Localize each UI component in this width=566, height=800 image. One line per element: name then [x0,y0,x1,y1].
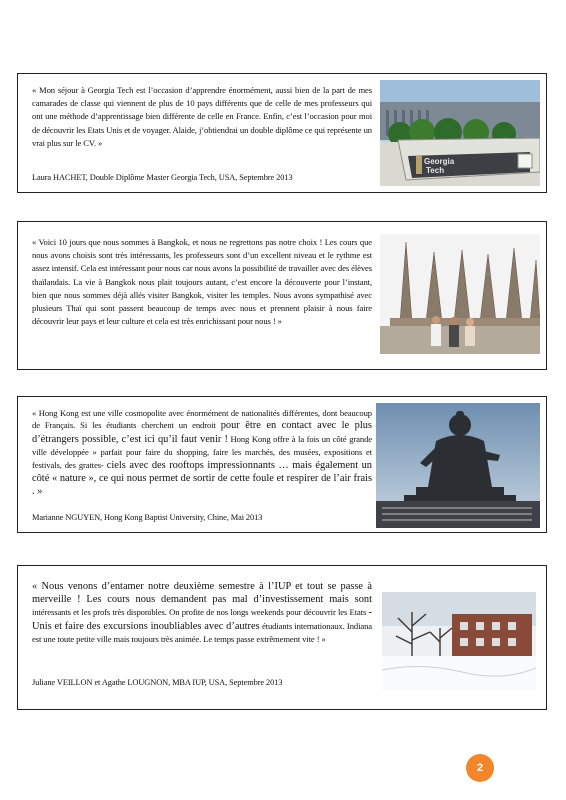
snowy-campus-photo [382,592,536,690]
testimonial-quote [32,580,372,646]
testimonial-card-2 [17,221,547,370]
svg-text:Georgia: Georgia [424,157,455,166]
testimonial-quote: « Voici 10 jours que nous sommes à Bangkok, et nous ne regrettons pas notre choix ! Les cours que nous avons choisis sont très intéressants, les professeurs sont d’un excellent niveau et le rythme est assez intensif. Cela est intéressant pour nous car nous avons la possibilité de travailler avec des élèves thaïlandais. La vie à Bangkok nous plait toujours autant, c’est encore la découverte pour l’instant, bien que nous sommes déjà allés visiter Bangkok, visiter les temples. Nous avons sympathisé avec plusieurs Thaï qui sont passent beaucoup de temps avec nous et prennent plaisir à nous faire découvrir leur pays et leur culture et cela est très enrichissant pour nous ! » [32,237,372,327]
campus-photo [380,80,540,186]
testimonial-quote [32,407,372,499]
quote-part-large: ciels avec des rooftops impressionnants … mais également un côté « nature », ce qui nous permet de sortir de cette foule et respirer de l’air frais . » [32,459,372,498]
quote-part: intéressants et les profs très disponibles. On profite de nos longs weekends pour découvrir les Etats [32,607,367,618]
testimonial-card-1 [17,73,547,193]
page-number-badge: 2 [466,754,494,782]
quote-part-large: « Nous venons d’entamer notre deuxième semestre à l’IUP et tout se passe à merveille ! Les cours nous demandent pas mal d’investissement mais sont [32,581,372,606]
quote-part: étudiants internationaux. Indiana est une toute petite ville mais toujours très animée. Le temps passe extrêmement vite ! » [32,620,373,644]
quote-part-large: -Unis et faire des excursions inoubliables avec d’autres [32,607,372,632]
testimonial-author: Laura HACHET, Double Diplôme Master Georgia Tech, USA, Septembre 2013 [32,173,293,182]
big-buddha-photo [376,403,540,528]
svg-text:Tech: Tech [426,166,445,175]
quote-part: « Hong Kong est une ville cosmopolite avec énormément de nationalités différentes, dont beaucoup de Français. Si les étudiants cherchent un endroit [32,408,372,431]
quote-part: Hong Kong offre à la fois un côté grande ville développée » parfait pour faire du shopping, faire les marchés, des musées, expositions et festivals, des grattes- [32,433,372,470]
testimonial-card-4 [17,565,547,710]
bangkok-temple-photo [380,234,540,354]
testimonial-card-3 [17,396,547,533]
testimonial-quote: « Mon séjour à Georgia Tech est l’occasion d’apprendre énormément, aussi bien de la part de mes camarades de classe qui viennent de plus de 10 pays différents que de celle de mes professeurs qui ont une méthode d’apprentissage bien différente de celle en France. Enfin, c’est l’occasion pour moi de découvrir les Etats Unis et de voyager. Alaide, j’obtiendrai un double diplôme ce qui représente un vrai plus sur le CV. » [32,85,372,148]
testimonial-author: Juliane VEILLON et Agathe LOUGNON, MBA IUP, USA, Septembre 2013 [32,678,283,687]
quote-part-large: pour être en contact avec le plus d’étrangers possible, c’est ici qu’il faut venir ! [32,420,372,445]
testimonial-author: Marianne NGUYEN, Hong Kong Baptist University, Chine, Mai 2013 [32,513,263,522]
